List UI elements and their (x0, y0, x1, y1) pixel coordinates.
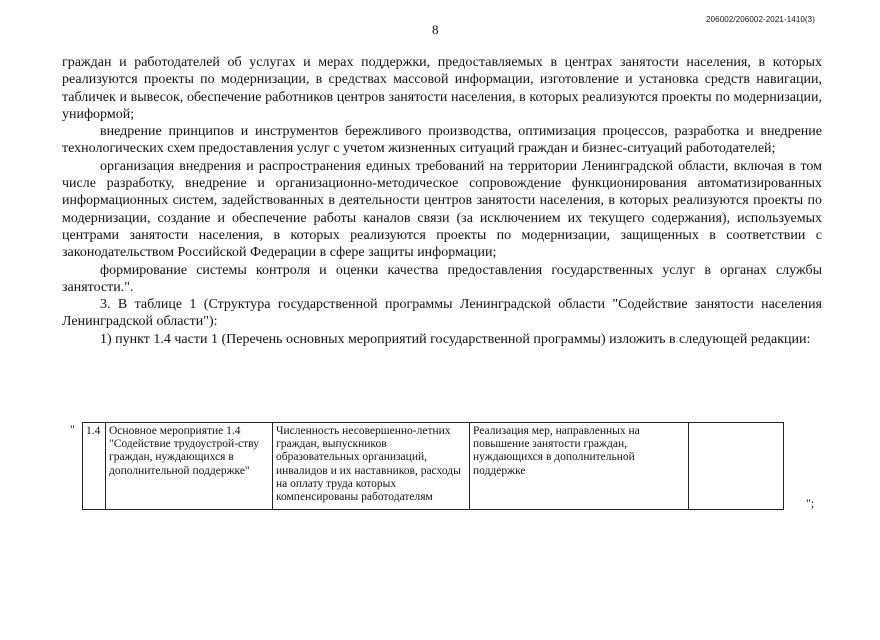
program-table (82, 422, 784, 510)
document-code: 206002/206002-2021-1410(3) (706, 15, 815, 24)
cell-indicator: Численность несовершенно-летних граждан, выпускников образовательных организаций, инвалидов и их наставников, расходы на оплату труда которых компенсированы работодателям (273, 423, 470, 510)
table-open-quote: " (70, 422, 75, 436)
cell-activity: Основное мероприятие 1.4 "Содействие трудоустрой-ству граждан, нуждающихся в дополнительной поддержке" (106, 423, 273, 510)
program-table-section (70, 422, 820, 514)
cell-empty (689, 423, 784, 510)
paragraph: организация внедрения и распространения единых требований на территории Ленинградской области, включая в том числе разработку, внедрение и организационно-методическое сопровождение функционирования автоматизированных информационных систем, задействованных в деятельности центров занятости населения, в которых реализуются проекты по модернизации, создание и обеспечение работы каналов связи (за исключением их текущего содержания), используемых центрами занятости населения, в которых реализуются проекты по модернизации, защищенных в соответствии с законодательством Российской Федерации в сфере защиты информации; (62, 158, 822, 261)
paragraph: 3. В таблице 1 (Структура государственной программы Ленинградской области "Содействие занятости населения Ленинградской области"): (62, 297, 822, 330)
paragraph: внедрение принципов и инструментов бережливого производства, оптимизация процессов, разработка и внедрение технологических схем предоставления услуг с учетом жизненных ситуаций граждан и бизнес-ситуаций работодателей; (62, 124, 822, 157)
paragraph: 1) пункт 1.4 части 1 (Перечень основных мероприятий государственной программы) изложить в следующей редакции: (100, 331, 811, 347)
paragraph: граждан и работодателей об услугах и мерах поддержки, предоставляемых в центрах занятости населения, в которых реализуются проекты по модернизации, в средствах массовой информации, изготовление и установка средств навигации, табличек и вывесок, обеспечение работников центров занятости населения, в которых реализуются проекты по модернизации, униформой; (62, 55, 822, 122)
page-number: 8 (432, 22, 439, 37)
table-row (83, 423, 784, 510)
cell-result: Реализация мер, направленных на повышение занятости граждан, нуждающихся в дополнительной поддержке (470, 423, 689, 510)
table-close-quote: "; (806, 496, 815, 510)
document-body (62, 54, 822, 348)
cell-item-number: 1.4 (83, 423, 106, 510)
paragraph: формирование системы контроля и оценки качества предоставления государственных услуг в органах службы занятости.". (62, 262, 822, 295)
